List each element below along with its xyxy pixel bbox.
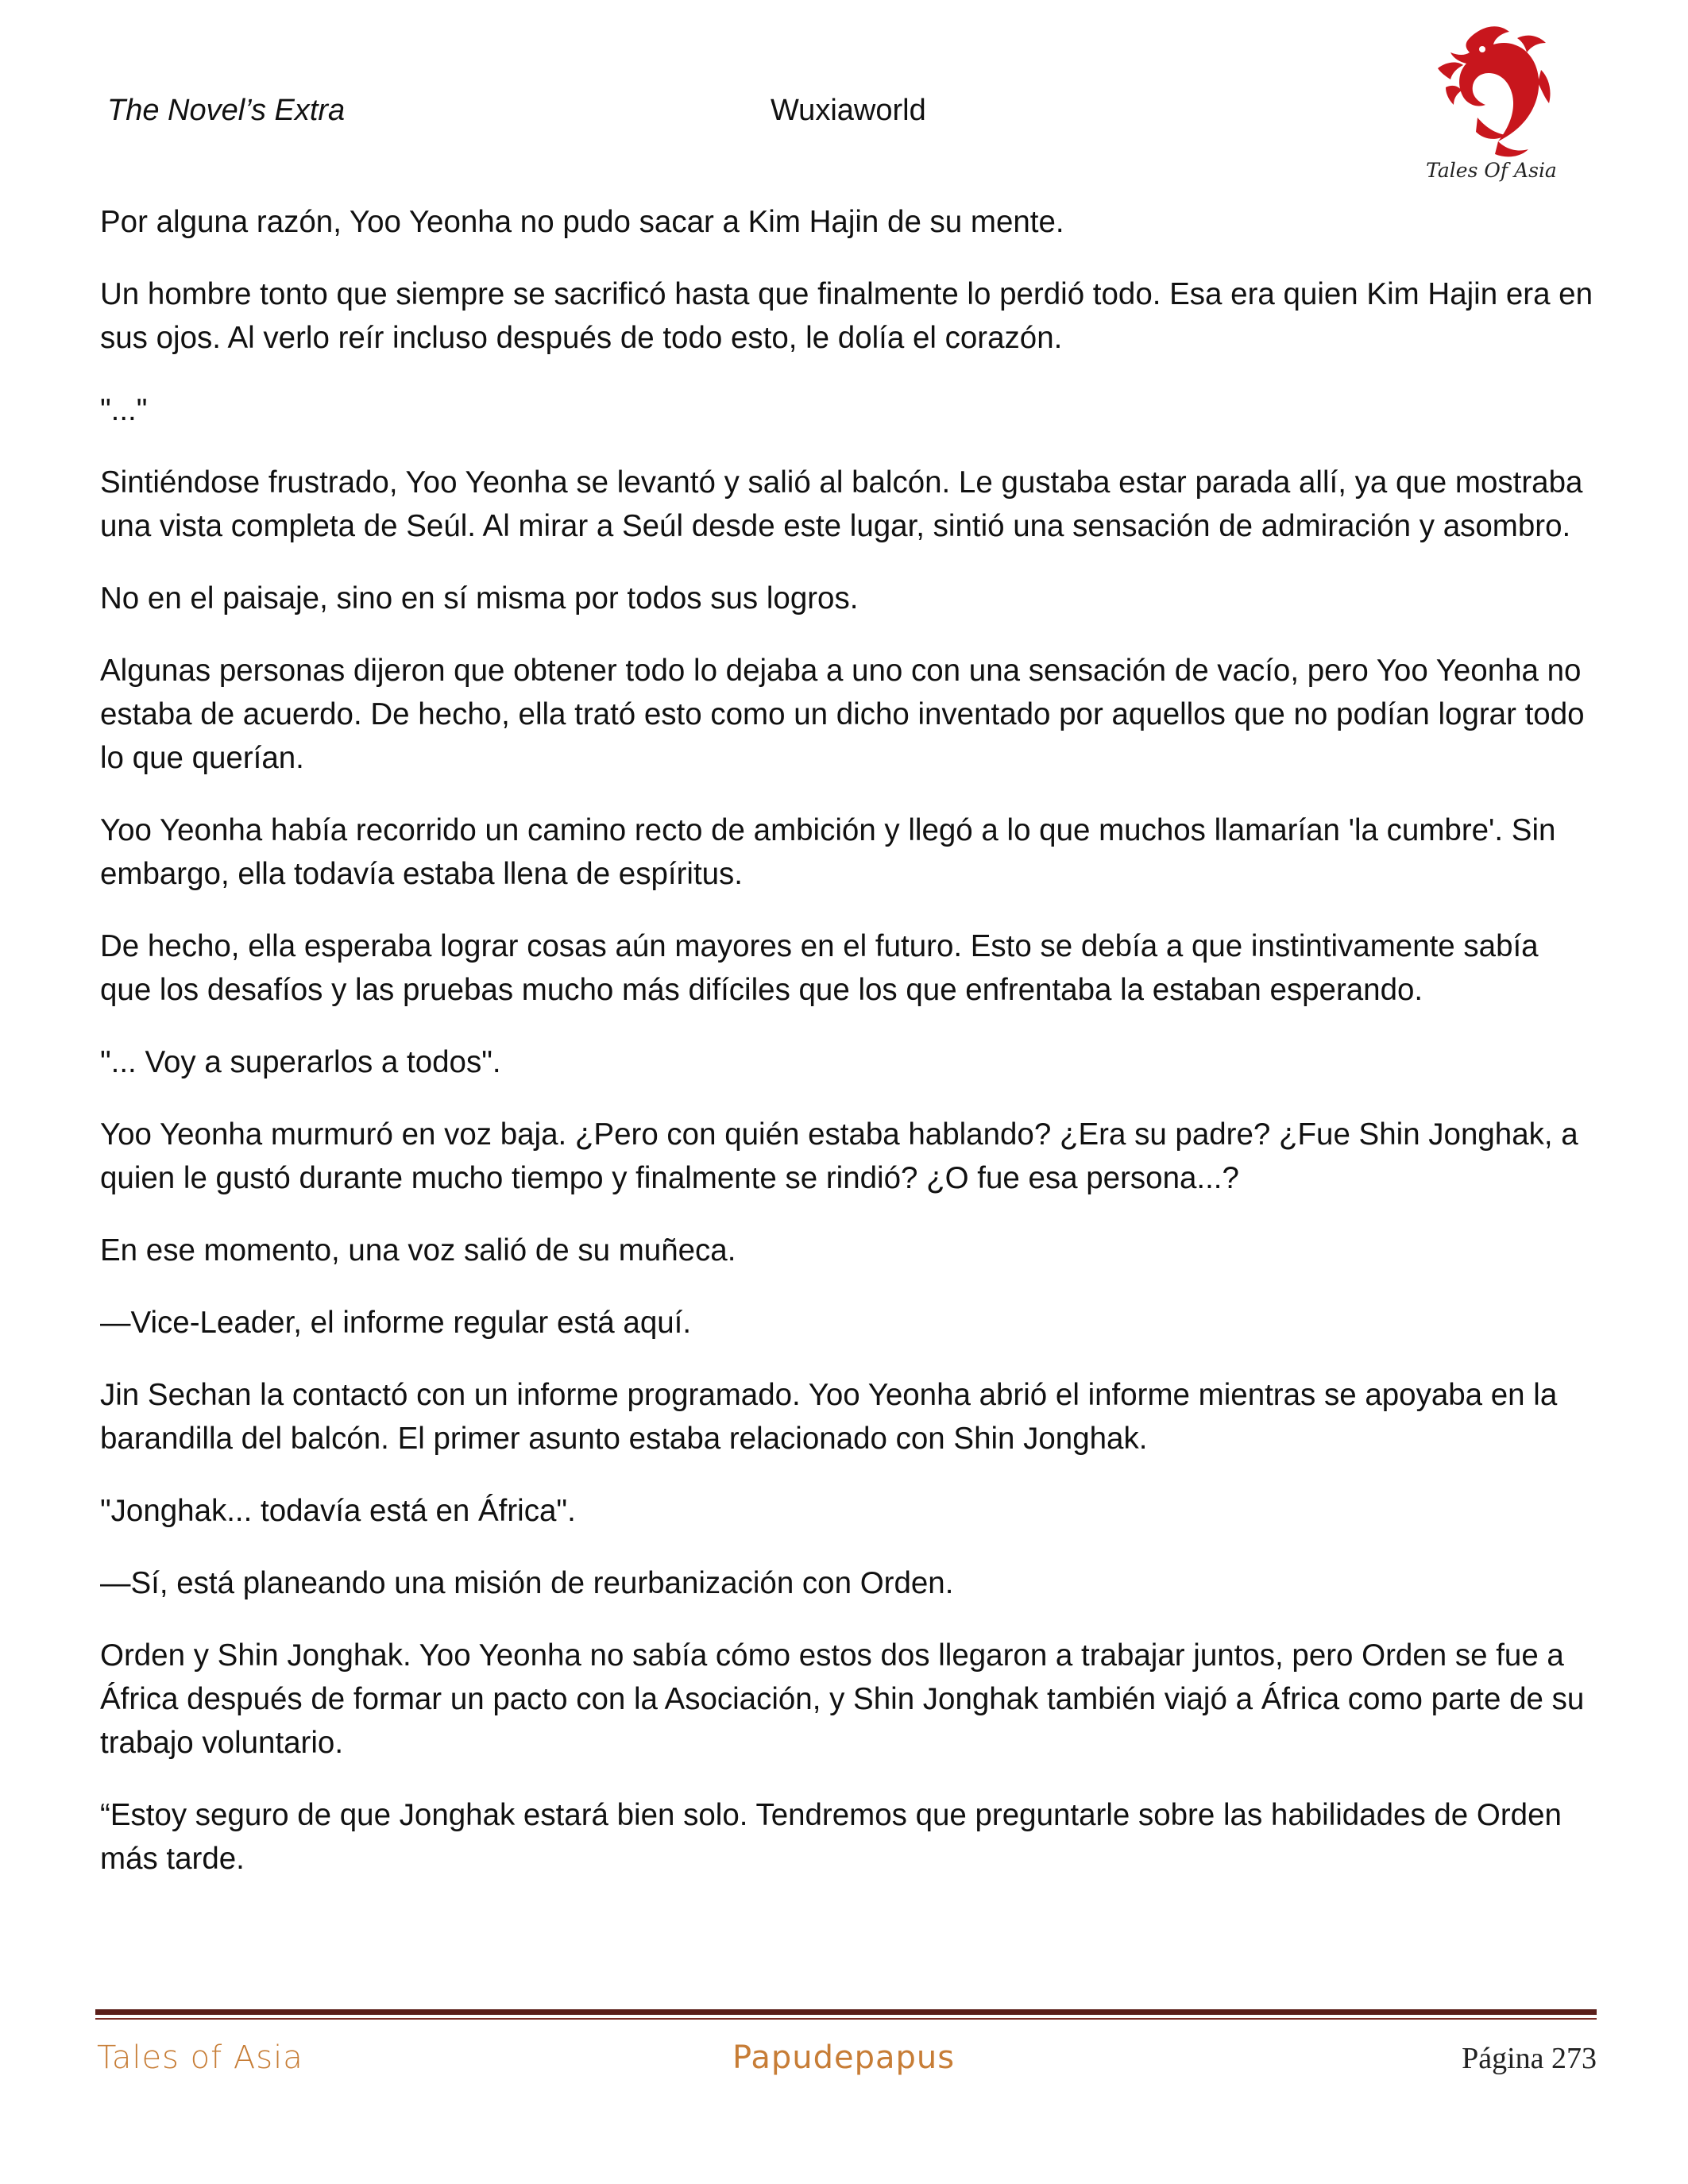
footer-group-name: Tales of Asia — [97, 2039, 303, 2076]
paragraph: De hecho, ella esperaba lograr cosas aún mayores en el futuro. Esto se debía a que instintivamente sabía que los desafíos y las pruebas mucho más difíciles que los que enfrentaba la estaban esperando. — [100, 929, 1539, 1007]
page-footer — [0, 2009, 1688, 2168]
paragraph: No en el paisaje, sino en sí misma por todos sus logros. — [100, 581, 859, 615]
footer-divider-thin — [95, 2018, 1597, 2020]
paragraph: “Estoy seguro de que Jonghak estará bien solo. Tendremos que preguntarle sobre las habilidades de Orden más tarde. — [100, 1798, 1562, 1876]
paragraph: Algunas personas dijeron que obtener todo lo dejaba a uno con una sensación de vacío, pero Yoo Yeonha no estaba de acuerdo. De hecho, ella trató esto como un dicho inventado por aquellos que no podían lograr todo lo que querían. — [100, 654, 1585, 775]
paragraph: Sintiéndose frustrado, Yoo Yeonha se levantó y salió al balcón. Le gustaba estar parada allí, ya que mostraba una vista completa de Seúl. Al mirar a Seúl desde este lugar, sintió una sensación de admiración y asombro. — [100, 465, 1583, 543]
page-header — [0, 0, 1688, 199]
logo-text: Tales Of Asia — [1426, 159, 1557, 182]
document-body — [100, 200, 1593, 1909]
paragraph: Orden y Shin Jonghak. Yoo Yeonha no sabía cómo estos dos llegaron a trabajar juntos, pero Orden se fue a África después de formar un pacto con la Asociación, y Shin Jonghak también viajó a África como parte de su trabajo voluntario. — [100, 1638, 1585, 1760]
paragraph: En ese momento, una voz salió de su muñeca. — [100, 1233, 736, 1268]
paragraph: Yoo Yeonha había recorrido un camino recto de ambición y llegó a lo que muchos llamarían 'la cumbre'. Sin embargo, ella todavía estaba llena de espíritus. — [100, 813, 1556, 891]
paragraph: "..." — [100, 393, 148, 427]
page-number: Página 273 — [1462, 2042, 1597, 2075]
paragraph: —Vice-Leader, el informe regular está aquí. — [100, 1306, 692, 1340]
paragraph: Por alguna razón, Yoo Yeonha no pudo sacar a Kim Hajin de su mente. — [100, 205, 1064, 239]
paragraph: "... Voy a superarlos a todos". — [100, 1045, 501, 1079]
paragraph: Yoo Yeonha murmuró en voz baja. ¿Pero con quién estaba hablando? ¿Era su padre? ¿Fue Shin Jonghak, a quien le gustó durante mucho tiempo y finalmente se rindió? ¿O fue esa persona...? — [100, 1117, 1578, 1195]
paragraph: —Sí, está planeando una misión de reurbanización con Orden. — [100, 1566, 954, 1600]
site-name: Wuxiaworld — [771, 94, 926, 127]
red-dragon-icon — [1422, 22, 1561, 165]
tales-of-asia-logo — [1422, 22, 1561, 189]
paragraph: "Jonghak... todavía está en África". — [100, 1494, 576, 1528]
novel-title: The Novel’s Extra — [107, 94, 346, 127]
paragraph: Jin Sechan la contactó con un informe programado. Yoo Yeonha abrió el informe mientras se apoyaba en la barandilla del balcón. El primer asunto estaba relacionado con Shin Jonghak. — [100, 1378, 1558, 1456]
paragraph: Un hombre tonto que siempre se sacrificó hasta que finalmente lo perdió todo. Esa era quien Kim Hajin era en sus ojos. Al verlo reír incluso después de todo esto, le dolía el corazón. — [100, 277, 1593, 355]
footer-translator: Papudepapus — [732, 2039, 956, 2076]
footer-divider — [95, 2009, 1597, 2015]
